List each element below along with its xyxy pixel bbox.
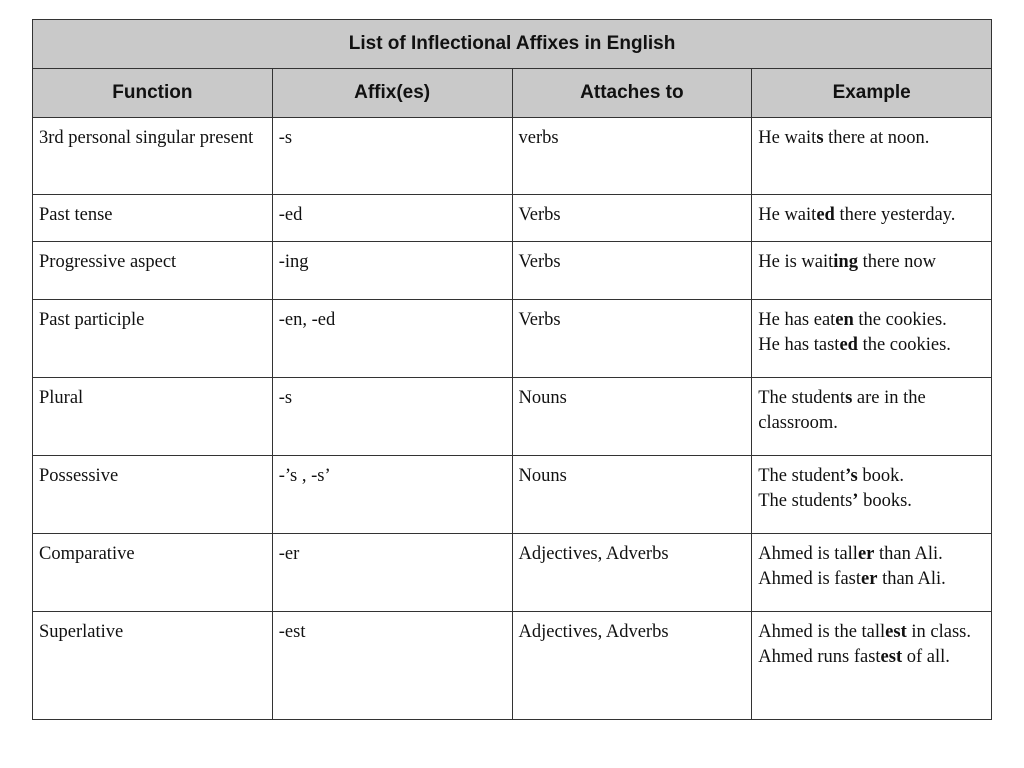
table-container [32, 19, 991, 720]
table-row [33, 378, 992, 456]
example-text: He wait [758, 205, 817, 225]
example-affix: s [816, 128, 824, 148]
cell-function: Possessive [33, 456, 273, 534]
cell-attaches-to: Verbs [512, 242, 752, 300]
cell-attaches-to: Adjectives, Adverbs [512, 612, 752, 720]
example-line [758, 567, 985, 592]
table-title: List of Inflectional Affixes in English [33, 20, 992, 69]
cell-attaches-to: Adjectives, Adverbs [512, 534, 752, 612]
table-row [33, 534, 992, 612]
cell-affix: -est [272, 612, 512, 720]
example-text: Ahmed is tall [758, 544, 858, 564]
example-line [758, 203, 985, 228]
example-text: there yesterday. [834, 205, 956, 225]
cell-attaches-to: Verbs [512, 300, 752, 378]
example-affix: ed [816, 205, 835, 225]
header-example: Example [752, 69, 992, 118]
example-affix: s [845, 388, 853, 408]
cell-function: Past tense [33, 195, 273, 242]
table-body [33, 118, 992, 720]
cell-affix: -’s , -s’ [272, 456, 512, 534]
cell-function: Past participle [33, 300, 273, 378]
cell-affix: -en, -ed [272, 300, 512, 378]
example-text: Ahmed is the tall [758, 622, 886, 642]
header-attaches-to: Attaches to [512, 69, 752, 118]
cell-example [752, 612, 992, 720]
cell-affix: -s [272, 118, 512, 195]
example-line [758, 333, 985, 358]
example-text: The student [758, 388, 846, 408]
header-function: Function [33, 69, 273, 118]
example-line [758, 542, 985, 567]
cell-attaches-to: verbs [512, 118, 752, 195]
example-affix: ’ [852, 491, 859, 511]
cell-attaches-to: Verbs [512, 195, 752, 242]
example-affix: en [835, 310, 854, 330]
table-row [33, 300, 992, 378]
table-row [33, 242, 992, 300]
table-row [33, 118, 992, 195]
cell-attaches-to: Nouns [512, 378, 752, 456]
cell-example [752, 242, 992, 300]
example-text: there now [857, 252, 937, 272]
example-text: the cookies. [857, 335, 951, 355]
example-affix: est [885, 622, 907, 642]
example-line [758, 464, 985, 489]
example-text: He wait [758, 128, 817, 148]
cell-affix: -er [272, 534, 512, 612]
affix-table [32, 19, 992, 720]
example-line [758, 308, 985, 333]
cell-attaches-to: Nouns [512, 456, 752, 534]
example-line [758, 489, 985, 514]
example-text: the cookies. [853, 310, 947, 330]
example-text: books. [858, 491, 912, 511]
header-affix: Affix(es) [272, 69, 512, 118]
example-text: book. [857, 466, 905, 486]
cell-example [752, 195, 992, 242]
example-affix: ’s [845, 466, 858, 486]
example-text: Ahmed is fast [758, 569, 862, 589]
example-text: He has tast [758, 335, 840, 355]
cell-affix: -ing [272, 242, 512, 300]
example-text: The student [758, 466, 846, 486]
example-text: He is wait [758, 252, 834, 272]
cell-function: Progressive aspect [33, 242, 273, 300]
example-text: than Ali. [877, 569, 946, 589]
example-text: He has eat [758, 310, 836, 330]
example-affix: ed [839, 335, 858, 355]
example-affix: ing [833, 252, 858, 272]
example-text: The students [758, 491, 853, 511]
example-text: of all. [902, 647, 950, 667]
cell-example [752, 300, 992, 378]
cell-function: Superlative [33, 612, 273, 720]
cell-affix: -ed [272, 195, 512, 242]
example-text: there at noon. [823, 128, 930, 148]
example-text: than Ali. [874, 544, 943, 564]
example-text: in class. [906, 622, 971, 642]
example-line [758, 620, 985, 645]
example-line [758, 126, 985, 151]
cell-example [752, 118, 992, 195]
cell-affix: -s [272, 378, 512, 456]
example-text: are in the classroom. [758, 388, 926, 433]
table-row [33, 195, 992, 242]
cell-example [752, 378, 992, 456]
example-line [758, 645, 985, 670]
example-text: Ahmed runs fast [758, 647, 881, 667]
cell-function: Comparative [33, 534, 273, 612]
example-affix: er [857, 544, 875, 564]
example-affix: er [861, 569, 878, 589]
cell-example [752, 534, 992, 612]
cell-function: 3rd personal singular present [33, 118, 273, 195]
table-row [33, 612, 992, 720]
cell-example [752, 456, 992, 534]
cell-function: Plural [33, 378, 273, 456]
example-line [758, 386, 985, 436]
example-affix: est [880, 647, 903, 667]
example-line [758, 250, 985, 275]
table-row [33, 456, 992, 534]
